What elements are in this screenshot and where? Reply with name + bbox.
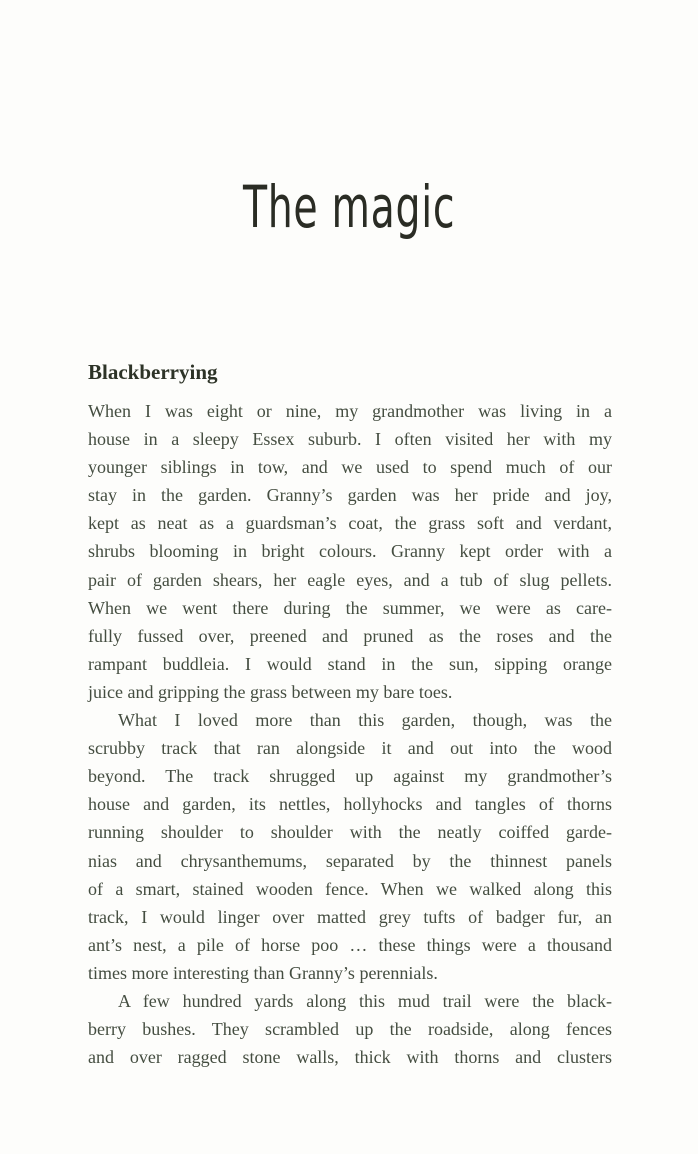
chapter-title [0,173,698,241]
text-line: running shoulder to shoulder with the neatly coiffed garde- [88,822,612,843]
text-line: kept as neat as a guardsman’s coat, the grass soft and verdant, [88,513,612,534]
text-line: When I was eight or nine, my grandmother was living in a [88,401,612,421]
chapter-title-text: The magic [242,173,456,241]
paragraph [88,987,612,1071]
text-line: nias and chrysanthemums, separated by the thinnest panels [88,850,612,871]
text-line: pair of garden shears, her eagle eyes, and a tub of slug pellets. [88,569,612,590]
text-line: scrubby track that ran alongside it and out into the wood [88,738,612,759]
text-line: and over ragged stone walls, thick with thorns and clusters [88,1047,612,1068]
text-line: When we went there during the summer, we were as care- [88,597,612,618]
text-line: juice and gripping the grass between my bare toes. [88,681,453,702]
text-line: house in a sleepy Essex suburb. I often visited her with my [88,429,612,450]
text-line: ant’s nest, a pile of horse poo … these things were a thousand [88,934,612,955]
text-line: times more interesting than Granny’s perennials. [88,962,438,983]
text-line: track, I would linger over matted grey tufts of badger fur, an [88,906,612,927]
text-column [88,358,612,1071]
text-line: of a smart, stained wooden fence. When we walked along this [88,878,612,899]
text-line: What I loved more than this garden, though, was the [118,710,612,731]
text-line: rampant buddleia. I would stand in the sun, sipping orange [88,653,612,674]
text-line: shrubs blooming in bright colours. Granny kept order with a [88,541,612,562]
text-line: younger siblings in tow, and we used to spend much of our [88,457,612,478]
text-line: beyond. The track shrugged up against my grandmother’s [88,766,612,787]
text-line: house and garden, its nettles, hollyhocks and tangles of thorns [88,794,612,815]
text-line: stay in the garden. Granny’s garden was her pride and joy, [88,485,612,506]
text-line: A few hundred yards along this mud trail were the black- [118,990,612,1011]
paragraph [88,706,612,987]
text-line: fully fussed over, preened and pruned as the roses and the [88,625,612,646]
section-heading: Blackberrying [88,360,218,384]
text-line: berry bushes. They scrambled up the roadside, along fences [88,1019,612,1040]
body-text [88,397,612,1071]
paragraph [88,397,612,706]
